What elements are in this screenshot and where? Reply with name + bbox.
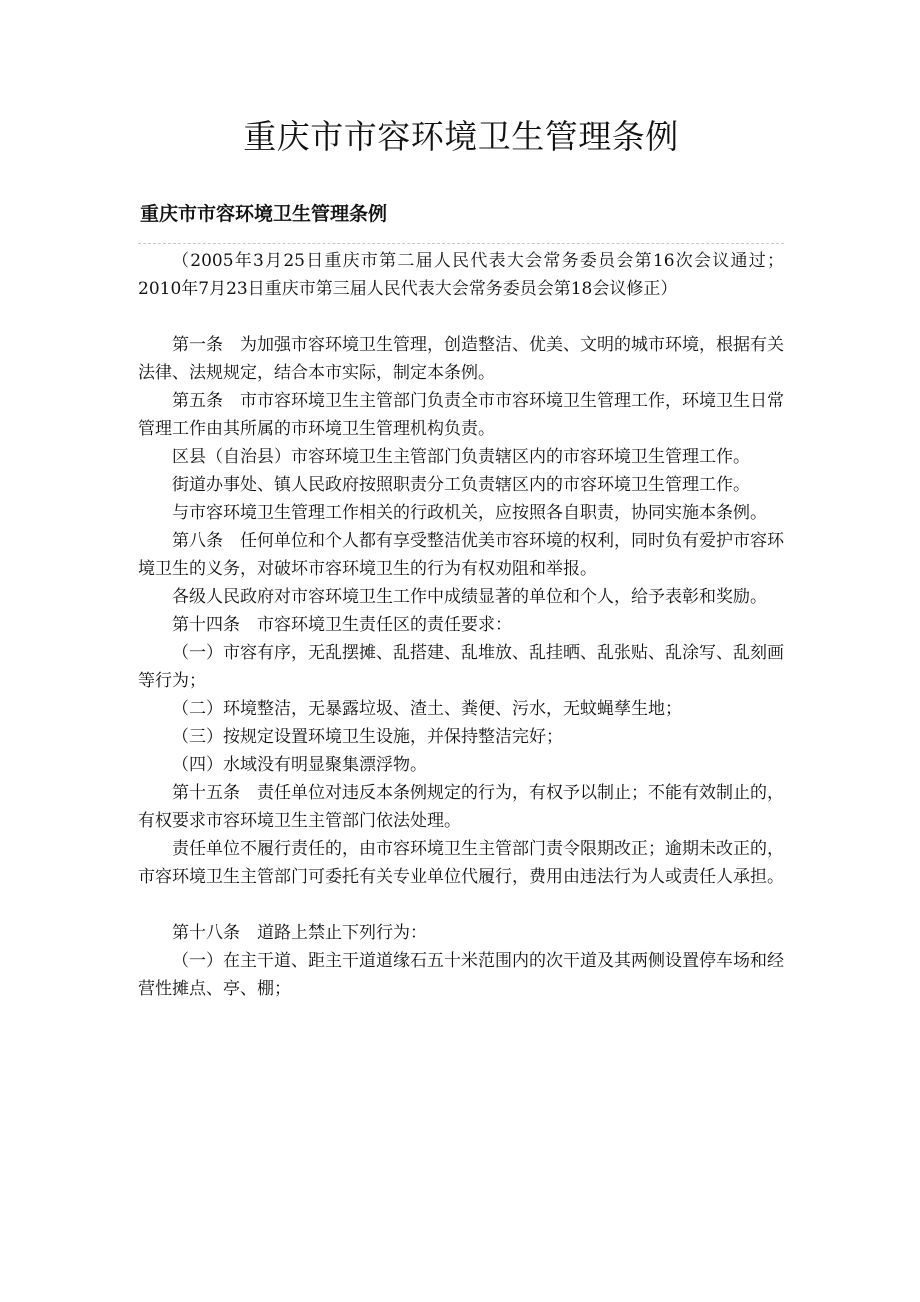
article-paragraph bbox=[138, 443, 784, 471]
article-text: 道路上禁止下列行为： bbox=[257, 923, 427, 943]
article-text: （三）按规定设置环境卫生设施，并保持整洁完好； bbox=[172, 727, 563, 747]
article-number: 第十五条 bbox=[172, 783, 240, 803]
article-paragraph bbox=[138, 387, 784, 443]
article-text: 任何单位和个人都有享受整洁优美市容环境的权利，同时负有爱护市容环境卫生的义务，对破坏市容环境卫生的行为有权劝阻和举报。 bbox=[138, 531, 784, 579]
paragraph-gap bbox=[138, 891, 784, 919]
article-text: （一）市容有序，无乱摆摊、乱搭建、乱堆放、乱挂晒、乱张贴、乱涂写、乱刻画等行为； bbox=[138, 643, 784, 691]
article-text: 与市容环境卫生管理工作相关的行政机关，应按照各自职责，协同实施本条例。 bbox=[172, 503, 767, 523]
document-body bbox=[138, 247, 784, 1003]
article-paragraph bbox=[138, 779, 784, 835]
article-paragraph bbox=[138, 639, 784, 695]
article-text: 市市容环境卫生主管部门负责全市市容环境卫生管理工作，环境卫生日常管理工作由其所属的市环境卫生管理机构负责。 bbox=[138, 391, 784, 439]
article-number: 第十八条 bbox=[172, 923, 240, 943]
document-title: 重庆市市容环境卫生管理条例 bbox=[243, 117, 679, 156]
article-number: 第八条 bbox=[172, 531, 223, 551]
article-text: 街道办事处、镇人民政府按照职责分工负责辖区内的市容环境卫生管理工作。 bbox=[172, 475, 750, 495]
intro-paragraph: （2005年3月25日重庆市第二届人民代表大会常务委员会第16次会议通过；2010年7月23日重庆市第三届人民代表大会常务委员会第18会议修正） bbox=[138, 251, 784, 299]
paragraph-gap bbox=[138, 303, 784, 331]
document-subtitle: 重庆市市容环境卫生管理条例 bbox=[140, 203, 388, 225]
article-paragraph bbox=[138, 471, 784, 499]
article-text: （一）在主干道、距主干道道缘石五十米范围内的次干道及其两侧设置停车场和经营性摊点、亭、棚； bbox=[138, 951, 784, 999]
article-paragraph bbox=[138, 695, 784, 723]
article-text: 责任单位不履行责任的，由市容环境卫生主管部门责令限期改正；逾期未改正的，市容环境卫生主管部门可委托有关专业单位代履行，费用由违法行为人或责任人承担。 bbox=[138, 839, 784, 887]
article-paragraph bbox=[138, 751, 784, 779]
article-paragraph bbox=[138, 723, 784, 751]
articles-block-2 bbox=[138, 919, 784, 1003]
article-paragraph bbox=[138, 919, 784, 947]
article-text: 为加强市容环境卫生管理，创造整洁、优美、文明的城市环境，根据有关法律、法规规定，结合本市实际，制定本条例。 bbox=[138, 335, 784, 383]
article-paragraph bbox=[138, 583, 784, 611]
divider bbox=[138, 243, 784, 244]
article-text: 区县（自治县）市容环境卫生主管部门负责辖区内的市容环境卫生管理工作。 bbox=[172, 447, 750, 467]
article-number: 第一条 bbox=[172, 335, 223, 355]
article-text: （二）环境整洁，无暴露垃圾、渣土、粪便、污水，无蚊蝇孳生地； bbox=[172, 699, 682, 719]
article-text: 各级人民政府对市容环境卫生工作中成绩显著的单位和个人，给予表彰和奖励。 bbox=[172, 587, 767, 607]
article-paragraph bbox=[138, 611, 784, 639]
article-paragraph bbox=[138, 499, 784, 527]
article-number: 第十四条 bbox=[172, 615, 240, 635]
article-paragraph bbox=[138, 947, 784, 1003]
article-paragraph bbox=[138, 527, 784, 583]
article-text: 责任单位对违反本条例规定的行为，有权予以制止；不能有效制止的，有权要求市容环境卫生主管部门依法处理。 bbox=[138, 783, 784, 831]
article-number: 第五条 bbox=[172, 391, 223, 411]
article-paragraph bbox=[138, 835, 784, 891]
article-text: （四）水域没有明显聚集漂浮物。 bbox=[172, 755, 427, 775]
articles-block-1 bbox=[138, 331, 784, 891]
article-text: 市容环境卫生责任区的责任要求： bbox=[257, 615, 512, 635]
article-paragraph bbox=[138, 331, 784, 387]
